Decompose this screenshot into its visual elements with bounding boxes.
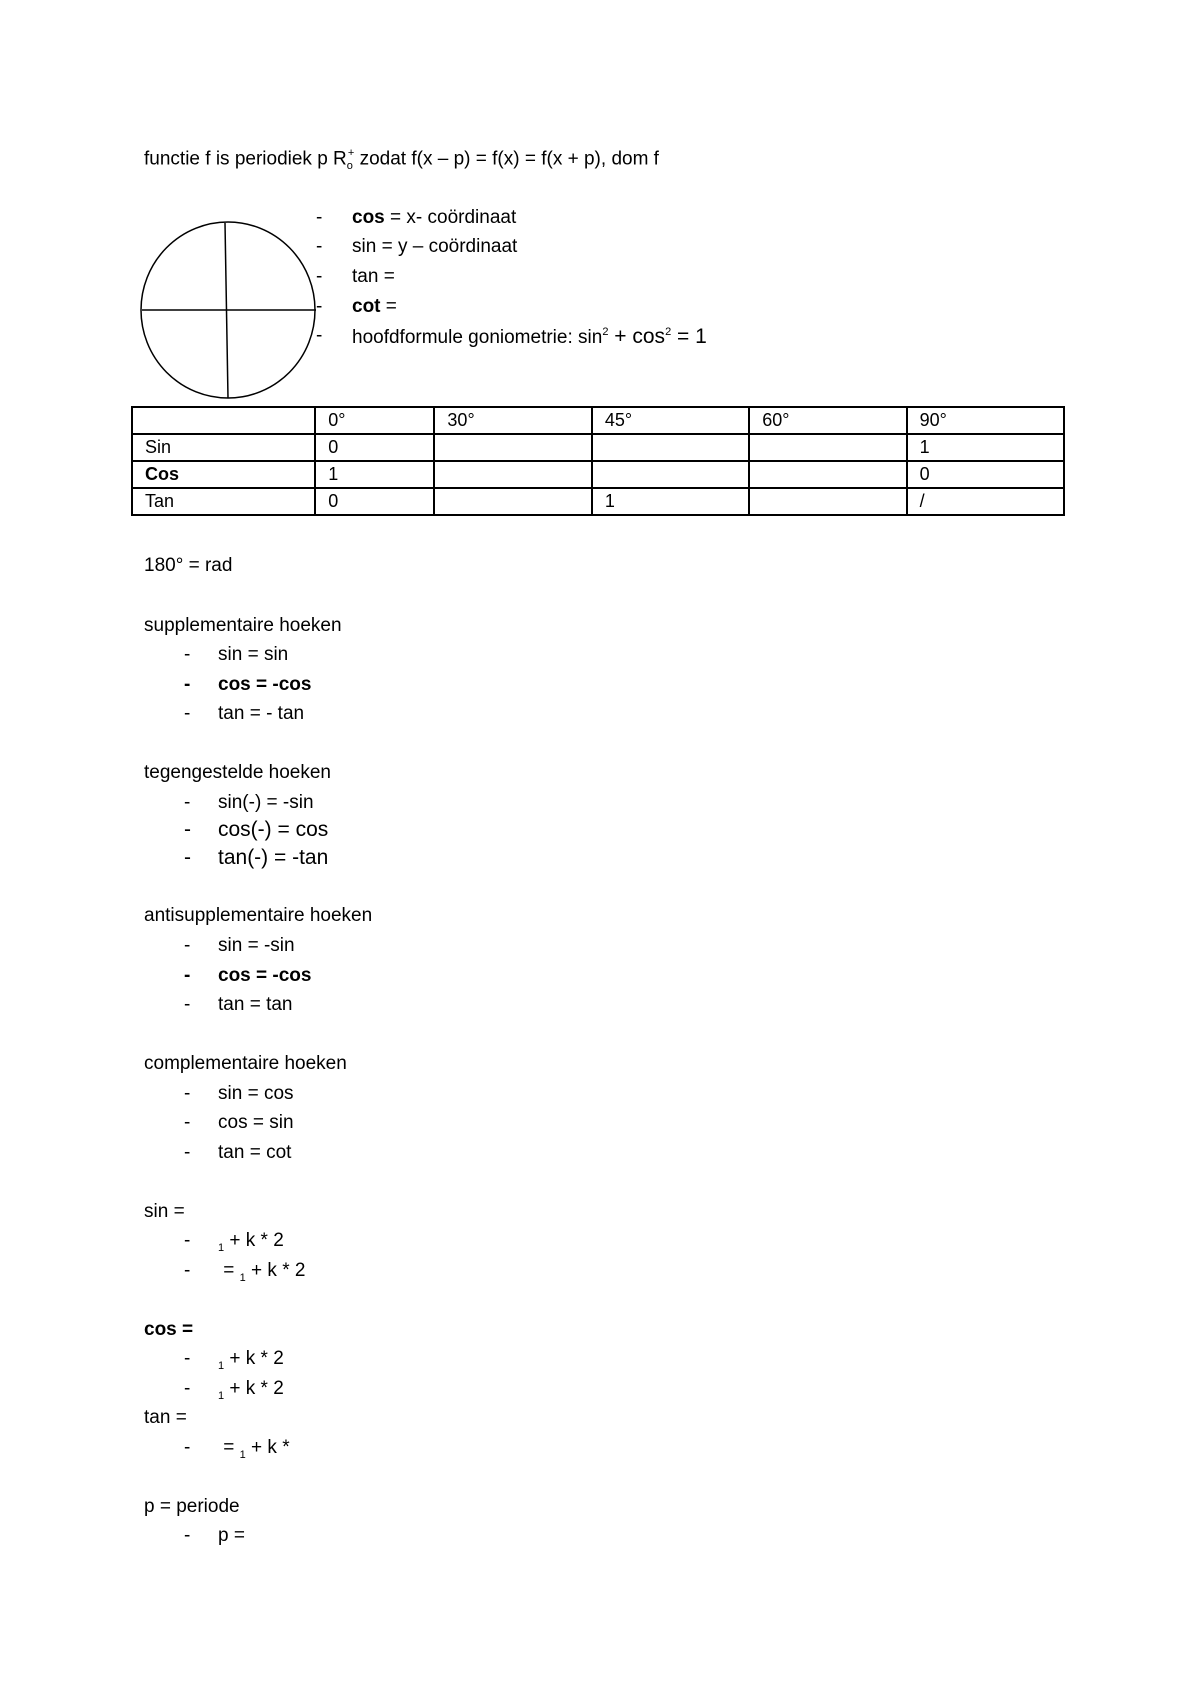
table-cell	[434, 434, 591, 461]
list-item	[184, 1142, 292, 1164]
list-item-text: tan = cot	[218, 1142, 292, 1163]
dash: -	[184, 1525, 191, 1546]
period-title: p = periode	[144, 1496, 240, 1517]
formula-end: = 1	[671, 325, 707, 348]
dash: -	[184, 792, 191, 813]
solve-sub: 1	[239, 1271, 246, 1284]
list-item	[184, 1525, 245, 1547]
solve-post: + k * 2	[224, 1230, 284, 1251]
list-item-text: sin = sin	[218, 644, 289, 665]
cos-exponent: 2	[665, 325, 672, 338]
dash: -	[184, 1378, 191, 1399]
table-cell	[434, 461, 591, 488]
list-item	[184, 644, 289, 666]
def-rest: =	[380, 296, 397, 317]
header-sup: +	[347, 147, 355, 159]
dash: -	[184, 1260, 191, 1281]
dash: -	[184, 818, 191, 841]
formula-mid: + cos	[608, 325, 666, 348]
list-item	[184, 703, 305, 725]
unit-circle-diagram	[140, 220, 323, 402]
header-sub: o	[346, 160, 353, 173]
dash: -	[184, 1348, 191, 1369]
dash: -	[316, 236, 323, 257]
solve-pre: =	[218, 1437, 240, 1458]
solve-sub: 1	[218, 1389, 225, 1402]
table-cell: Cos	[132, 461, 315, 488]
solve-sub: 1	[218, 1359, 225, 1372]
table-header-cell	[132, 407, 315, 434]
list-item	[184, 1437, 290, 1461]
section-title: tegengestelde hoeken	[144, 762, 331, 783]
dash: -	[316, 266, 323, 287]
table-cell: 1	[315, 461, 434, 488]
table-row	[132, 434, 1064, 461]
list-item-text: sin(-) = -sin	[218, 792, 314, 813]
list-item	[184, 1378, 284, 1402]
table-cell	[592, 461, 749, 488]
dash: -	[316, 296, 323, 317]
dash: -	[184, 1142, 191, 1163]
def-term: cot	[352, 296, 381, 317]
list-item	[184, 1083, 294, 1105]
dash: -	[184, 846, 191, 869]
list-item	[184, 846, 329, 870]
solve-sub: 1	[239, 1448, 246, 1461]
list-item-text: tan = tan	[218, 994, 293, 1015]
def-rest: = y – coördinaat	[376, 236, 518, 257]
list-item	[184, 1260, 306, 1284]
table-cell	[749, 488, 906, 515]
dash: -	[184, 1437, 191, 1458]
dash: -	[184, 1112, 191, 1133]
table-cell	[749, 461, 906, 488]
dash: -	[184, 935, 191, 956]
solve-post: + k * 2	[224, 1378, 284, 1399]
table-cell: Sin	[132, 434, 315, 461]
list-item-text: p =	[218, 1525, 245, 1546]
section-title: supplementaire hoeken	[144, 615, 342, 636]
solve-post: + k * 2	[245, 1260, 306, 1281]
table-cell	[434, 488, 591, 515]
solve-post: + k * 2	[224, 1348, 284, 1369]
list-item-text: sin = -sin	[218, 935, 295, 956]
list-item-text: cos = -cos	[218, 965, 312, 986]
def-term: cos	[352, 207, 385, 228]
def-rest: =	[378, 266, 395, 287]
solve-sub: 1	[218, 1241, 225, 1254]
list-item-text: sin = cos	[218, 1083, 294, 1104]
def-term: hoofdformule goniometrie: sin	[352, 327, 603, 348]
table-header-cell: 90°	[907, 407, 1064, 434]
list-item-text: cos(-) = cos	[218, 818, 329, 841]
list-item	[184, 1230, 284, 1254]
solve-tan-title: tan =	[144, 1407, 187, 1428]
dash: -	[184, 1230, 191, 1251]
list-item-text: tan = - tan	[218, 703, 305, 724]
dash: -	[184, 703, 191, 724]
dash: -	[316, 325, 323, 346]
trig-values-table	[131, 406, 1065, 516]
list-item	[184, 818, 329, 842]
table-row	[132, 461, 1064, 488]
table-cell: 0	[315, 488, 434, 515]
table-cell: 1	[592, 488, 749, 515]
dash: -	[316, 207, 323, 228]
header-line	[144, 148, 659, 172]
table-header-cell: 60°	[749, 407, 906, 434]
table-header-cell: 0°	[315, 407, 434, 434]
list-item	[184, 792, 314, 814]
table-header-cell: 45°	[592, 407, 749, 434]
header-text: functie f is periodiek p R	[144, 148, 347, 170]
list-item	[184, 994, 293, 1016]
list-item	[184, 1348, 284, 1372]
list-item	[184, 965, 312, 987]
table-cell	[749, 434, 906, 461]
rad-line: 180° = rad	[144, 555, 233, 576]
list-item	[184, 935, 295, 957]
solve-pre: =	[218, 1260, 240, 1281]
table-cell	[592, 434, 749, 461]
table-cell: 0	[907, 461, 1064, 488]
list-item-text: tan(-) = -tan	[218, 846, 329, 869]
table-cell: 1	[907, 434, 1064, 461]
def-rest: = x- coördinaat	[384, 207, 517, 228]
section-title: complementaire hoeken	[144, 1053, 347, 1074]
def-term: sin	[352, 236, 377, 257]
list-item	[184, 674, 312, 696]
dash: -	[184, 674, 191, 695]
table-row	[132, 488, 1064, 515]
table-header-row	[132, 407, 1064, 434]
dash: -	[184, 644, 191, 665]
table-cell: Tan	[132, 488, 315, 515]
table-cell: 0	[315, 434, 434, 461]
solve-sin-title: sin =	[144, 1201, 185, 1222]
header-rest: zodat f(x – p) = f(x) = f(x + p), dom f	[354, 148, 659, 170]
dash: -	[184, 1083, 191, 1104]
list-item-text: cos = sin	[218, 1112, 294, 1133]
table-header-cell: 30°	[434, 407, 591, 434]
list-item	[184, 1112, 294, 1134]
solve-post: + k *	[245, 1437, 290, 1458]
section-title: antisupplementaire hoeken	[144, 905, 373, 926]
solve-cos-title: cos =	[144, 1319, 194, 1340]
def-term: tan	[352, 266, 379, 287]
sin-exponent: 2	[602, 325, 609, 338]
table-cell: /	[907, 488, 1064, 515]
list-item-text: cos = -cos	[218, 674, 312, 695]
dash: -	[184, 965, 191, 986]
dash: -	[184, 994, 191, 1015]
